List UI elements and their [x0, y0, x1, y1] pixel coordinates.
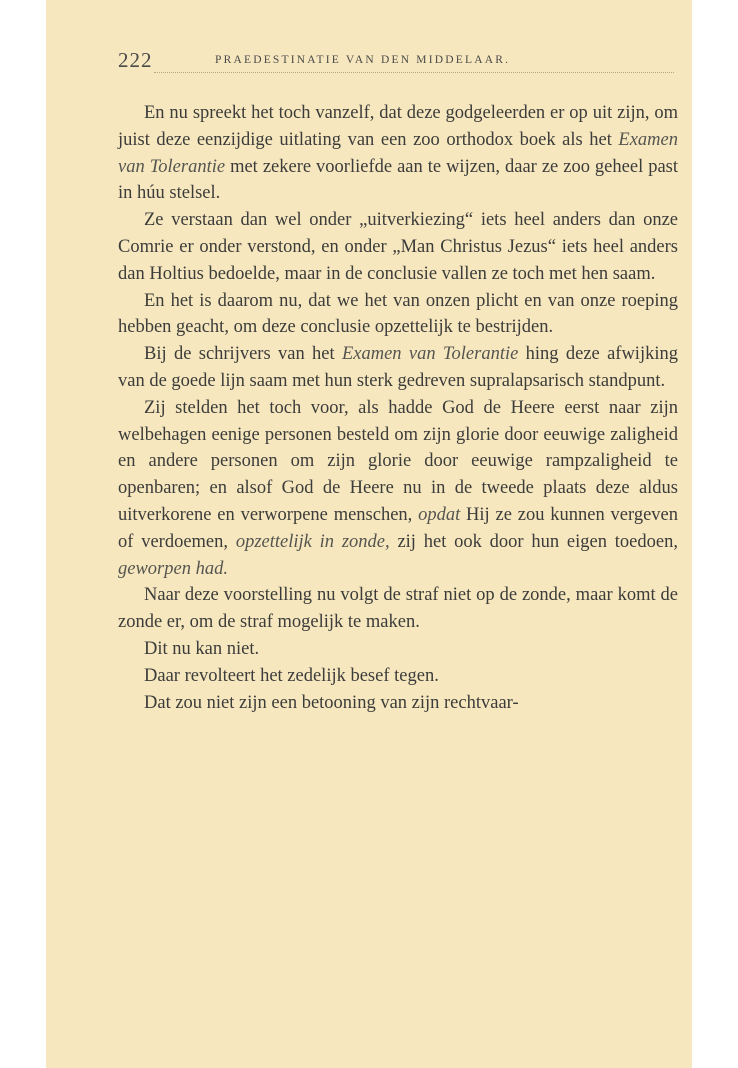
italic-emphasis: opdat	[418, 504, 461, 525]
paragraph-5	[118, 395, 678, 583]
text-run: Hij ze zou kunnen vergeven of verdoemen,	[118, 504, 678, 552]
text-run: Daar revolteert het zedelijk besef tegen.	[144, 665, 439, 686]
paragraph-3	[118, 288, 678, 342]
italic-emphasis: geworpen had.	[118, 558, 228, 579]
body-text	[118, 100, 678, 716]
text-run: En het is daarom nu, dat we het van onzen plicht en van onze roeping hebben geacht, om deze conclusie opzettelijk te bestrijden.	[118, 290, 678, 338]
page-header	[118, 48, 678, 74]
italic-emphasis: opzettelijk in zonde,	[235, 531, 390, 552]
text-run: En nu spreekt het toch vanzelf, dat deze godgeleerden er op uit zijn, om juist deze eenzijdige uitlating van een zoo orthodox boek als het	[118, 103, 678, 150]
text-run: Ze verstaan dan wel onder „uitverkiezing“ iets heel anders dan onze Comrie er onder verstond, en onder „Man Christus Jezus“ iets heel anders dan Holtius bedoelde, maar in de conclusie vallen ze toch met hen saam.	[118, 210, 678, 284]
header-rule	[154, 72, 674, 75]
page-number: 222	[118, 48, 153, 72]
text-run: hing deze afwijking van de goede lijn saam met hun sterk gedreven supralapsarisch standpunt.	[118, 344, 678, 391]
paragraph-1	[118, 100, 678, 207]
paragraph-4	[118, 341, 678, 395]
italic-title: Examen van Tolerantie	[341, 344, 519, 365]
text-run: Bij de schrijvers van het	[144, 344, 342, 365]
text-run: zij het ook door hun eigen toedoen,	[389, 531, 678, 552]
text-run: Dat zou niet zijn een betooning van zijn rechtvaar-	[144, 692, 519, 713]
text-run: Zij stelden het toch voor, als hadde God de Heere eerst naar zijn welbehagen eenige personen besteld om zijn glorie door eeuwige zaligheid en andere personen om zijn glorie door eeuwige rampzaligheid te openbaren; en alsof God de Heere nu in de tweede plaats deze aldus uitverkorene en verworpene menschen,	[118, 397, 678, 525]
text-run: Naar deze voorstelling nu volgt de straf niet op de zonde, maar komt de zonde er, om de straf mogelijk te maken.	[118, 585, 678, 633]
paragraph-8	[118, 663, 678, 690]
paragraph-9	[118, 690, 678, 717]
paragraph-2	[118, 207, 678, 287]
italic-title: Examen van Tolerantie	[118, 129, 678, 177]
paragraph-6	[118, 582, 678, 636]
text-run: met zekere voorliefde aan te wijzen, daar ze zoo geheel past in húu stelsel.	[118, 156, 679, 204]
book-page	[46, 0, 692, 1068]
running-title: PRAEDESTINATIE VAN DEN MIDDELAAR.	[215, 54, 511, 66]
text-run: Dit nu kan niet.	[144, 638, 260, 659]
paragraph-7	[118, 636, 678, 663]
